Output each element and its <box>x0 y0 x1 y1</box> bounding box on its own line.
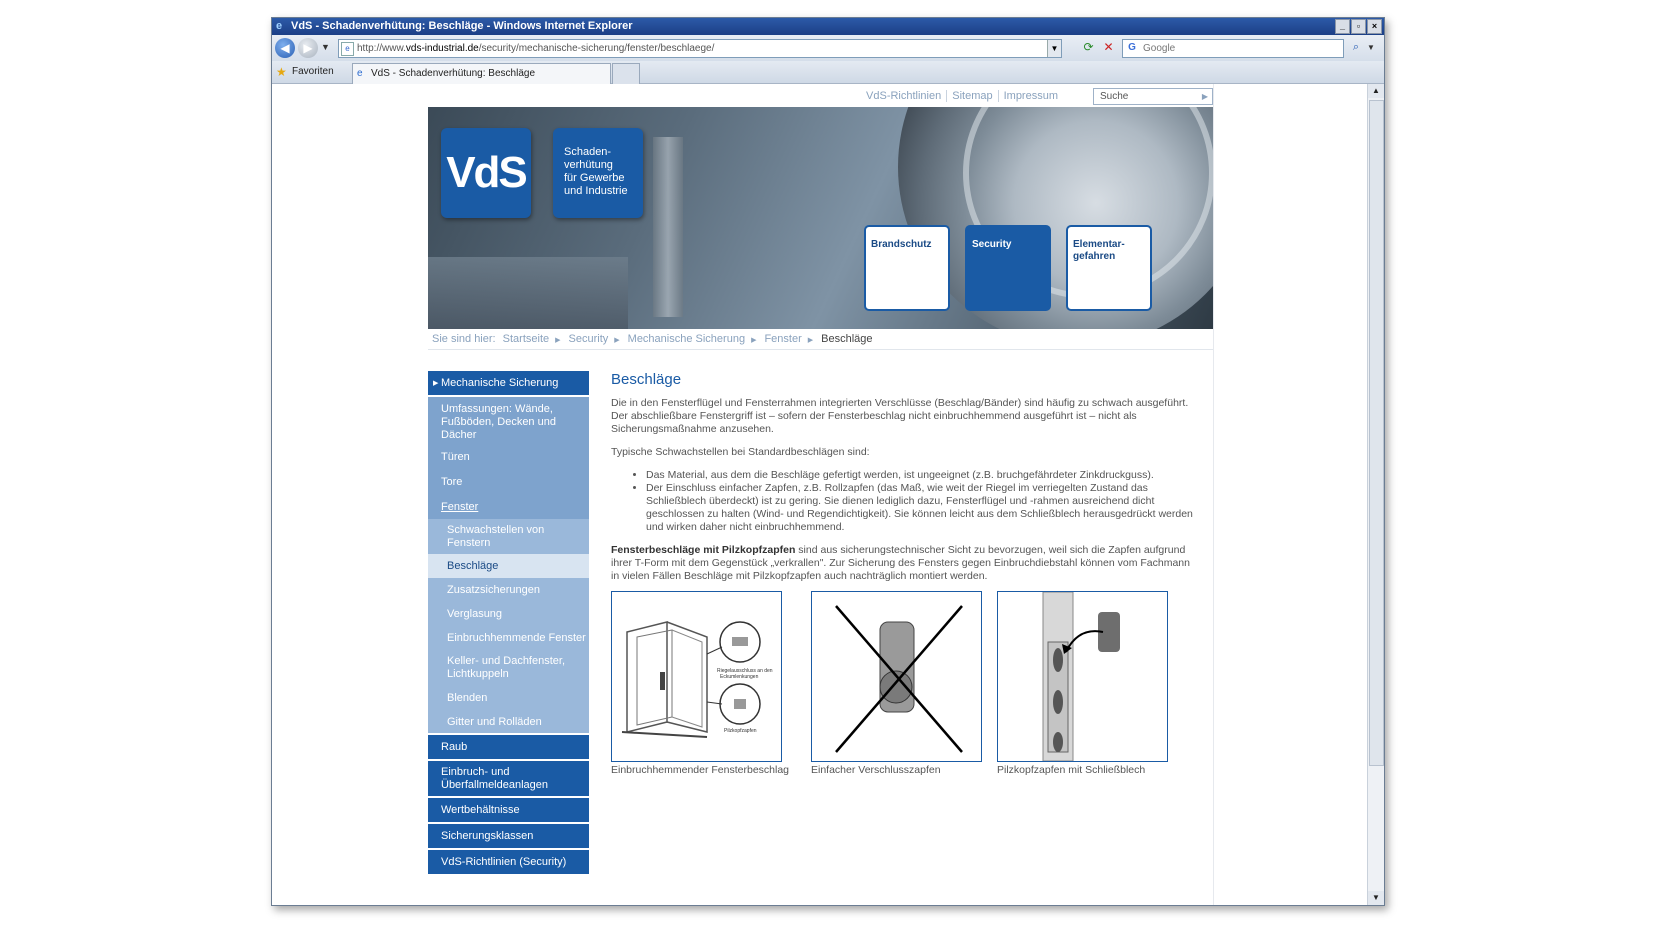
minimize-button[interactable]: _ <box>1335 19 1350 34</box>
page-title: Beschläge <box>611 371 682 388</box>
page-viewport <box>272 84 1367 905</box>
breadcrumb-security[interactable]: Security <box>568 333 609 345</box>
breadcrumb-mechanische-sicherung[interactable]: Mechanische Sicherung <box>627 333 746 345</box>
search-arrow-icon[interactable]: ▶ <box>1201 92 1208 101</box>
breadcrumb-arrow-icon: ▶ <box>807 337 814 344</box>
site-search-input[interactable]: Suche ▶ <box>1093 88 1213 105</box>
link-vds-richtlinien[interactable]: VdS-Richtlinien <box>866 90 942 102</box>
sidebar-item-sicherungsklassen[interactable]: Sicherungsklassen <box>428 824 589 850</box>
forward-icon[interactable]: ▶ <box>298 38 318 58</box>
favorites-bar <box>272 61 1384 84</box>
svg-text:Riegelausschluss an den: Riegelausschluss an den <box>717 668 773 674</box>
hero-papers-image <box>428 257 628 329</box>
breadcrumb-arrow-icon: ▶ <box>614 337 620 344</box>
title-bar <box>272 18 1384 35</box>
top-links <box>861 90 1063 102</box>
sidebar-item-wertbehaeltnisse[interactable]: Wertbehältnisse <box>428 798 589 824</box>
new-tab-button[interactable] <box>612 63 640 84</box>
pilzkopfzapfen-image[interactable] <box>997 591 1168 762</box>
url-text: http://www.vds-industrial.de/security/mechanische-sicherung/fenster/beschlaege/ <box>357 43 715 54</box>
tagline-box: Schaden- verhütung für Gewerbe und Industrie <box>553 128 643 218</box>
breadcrumb-fenster[interactable]: Fenster <box>764 333 802 345</box>
sidebar-subitem-einbruchhemmende-fenster[interactable]: Einbruchhemmende Fenster <box>428 626 589 650</box>
stop-icon[interactable]: ✕ <box>1103 40 1114 54</box>
breadcrumb-arrow-icon: ▶ <box>751 337 757 344</box>
favorites-star-icon[interactable]: ★ <box>276 65 287 79</box>
sidebar-nav <box>428 371 589 876</box>
fensterbeschlag-image[interactable] <box>611 591 782 762</box>
browser-tab[interactable]: e VdS - Schadenverhütung: Beschläge <box>352 63 611 84</box>
address-toolbar <box>272 35 1384 61</box>
breadcrumb: Sie sind hier: Startseite ▶ Security ▶ Mechanische Sicherung ▶ Fenster ▶ Beschläge <box>428 329 1213 350</box>
sidebar-subitem-schwachstellen[interactable]: Schwachstellen von Fenstern <box>428 519 589 554</box>
maximize-button[interactable]: ▫ <box>1351 19 1366 34</box>
sidebar-item-tore[interactable]: Tore <box>428 470 589 495</box>
sidebar-subitem-gitter-rollaeden[interactable]: Gitter und Rolläden <box>428 710 589 735</box>
sidebar-item-fenster[interactable]: Fenster <box>428 495 589 519</box>
hero-banner <box>428 107 1213 329</box>
close-button[interactable]: × <box>1367 19 1382 34</box>
intro-paragraph: Die in den Fensterflügel und Fensterrahmen integrierten Verschlüsse (Beschlag/Bänder) sind häufig zu schwach ausgeführt. Der abschließbare Fenstergriff ist – sofern der Fensterbeschlag nicht einbruchhemmend ausgeführt ist – nicht als Sicherungsmaßnahme anzusehen. <box>611 397 1189 435</box>
svg-text:Eckumlenkungen: Eckumlenkungen <box>720 674 759 680</box>
weakness-list <box>611 469 1201 534</box>
pilzkopf-paragraph: Fensterbeschläge mit Pilzkopfzapfen sind aus sicherungstechnischer Sicht zu bevorzugen, weil sich die Zapfen aufgrund ihrer T-Form mit dem Gegenstück „verkrallen". Zur Sicherung des Fensters gegen Einbruchdiebstahl können vom Fachmann in vielen Fällen Beschläge mit Pilzkopfzapfen auch nachträglich montiert werden. <box>611 544 1190 582</box>
google-icon: G <box>1128 42 1136 53</box>
vds-logo[interactable]: VdS <box>441 128 531 218</box>
figure-fensterbeschlag <box>611 591 790 777</box>
sidebar-item-vds-richtlinien-security[interactable]: VdS-Richtlinien (Security) <box>428 850 589 876</box>
figure-pilzkopfzapfen <box>997 591 1168 777</box>
sidebar-item-tueren[interactable]: Türen <box>428 445 589 470</box>
window-title: VdS - Schadenverhütung: Beschläge - Windows Internet Explorer <box>291 20 633 32</box>
list-item: • Der Einschluss einfacher Zapfen, z.B. Rollzapfen (das Maß, wie weit der Riegel im verriegelten Zustand das Schließblech überdeckt) ist zu gering. Sie dienen lediglich dazu, Fensterflügel und -rahmen ausreichend dicht geschlossen zu halten (Wind- und Regendichtigkeit). Sie können leicht aus dem Schließblech herausgedrückt werden und wirken daher nicht einbruchhemmend. <box>646 482 1201 534</box>
favorites-button[interactable]: Favoriten <box>292 66 334 77</box>
vertical-scrollbar[interactable] <box>1367 84 1384 905</box>
sidebar-item-umfassungen[interactable]: Umfassungen: Wände, Fußböden, Decken und Dächer <box>428 397 589 445</box>
main-content <box>611 371 1201 776</box>
back-icon[interactable]: ◀ <box>275 38 295 58</box>
address-bar[interactable] <box>338 39 1062 58</box>
scroll-up-icon[interactable]: ▲ <box>1368 84 1384 98</box>
sidebar-item-raub[interactable]: Raub <box>428 735 589 761</box>
category-brandschutz[interactable]: Brandschutz <box>864 225 950 311</box>
sidebar-subitem-zusatzsicherungen[interactable]: Zusatzsicherungen <box>428 578 589 602</box>
category-elementargefahren[interactable]: Elementar- gefahren <box>1066 225 1152 311</box>
refresh-icon[interactable]: ⟳ <box>1083 40 1094 54</box>
sidebar-subitem-verglasung[interactable]: Verglasung <box>428 602 589 626</box>
link-sitemap[interactable]: Sitemap <box>946 90 997 102</box>
sidebar-subitem-blenden[interactable]: Blenden <box>428 686 589 710</box>
figure-verschlusszapfen <box>811 591 982 777</box>
sidebar-item-einbruch-ueberfall[interactable]: Einbruch- und Überfallmeldeanlagen <box>428 761 589 798</box>
breadcrumb-current: Beschläge <box>821 333 873 345</box>
browser-window <box>271 17 1385 906</box>
svg-text:Pilzkopfzapfen: Pilzkopfzapfen <box>724 728 757 734</box>
sidebar-subitem-keller-dachfenster[interactable]: Keller- und Dachfenster, Lichtkuppeln <box>428 650 589 686</box>
recent-pages-icon[interactable]: ▼ <box>321 42 330 52</box>
search-options-icon[interactable]: ▼ <box>1367 43 1375 52</box>
scroll-down-icon[interactable]: ▼ <box>1368 891 1384 905</box>
list-item: • Das Material, aus dem die Beschläge gefertigt werden, ist ungeeignet (z.B. bruchgefährdeter Zinkdruckguss). <box>646 469 1201 482</box>
figure-caption: Pilzkopfzapfen mit Schließblech <box>997 764 1146 776</box>
active-arrow-icon: ▶ <box>433 380 439 387</box>
breadcrumb-arrow-icon: ▶ <box>555 337 561 344</box>
verschlusszapfen-image[interactable] <box>811 591 982 762</box>
sidebar-subitem-beschlaege[interactable]: Beschläge <box>428 554 589 578</box>
ie-icon: e <box>276 20 283 32</box>
page-icon: e <box>341 42 354 56</box>
hero-bar-image <box>653 137 683 317</box>
scroll-thumb[interactable] <box>1369 100 1384 766</box>
breadcrumb-startseite[interactable]: Startseite <box>502 333 550 345</box>
search-input[interactable]: G Google <box>1122 39 1344 58</box>
category-security[interactable]: Security <box>965 225 1051 311</box>
sidebar-item-mechanische-sicherung[interactable]: ▶ Mechanische Sicherung <box>428 371 589 397</box>
link-impressum[interactable]: Impressum <box>998 90 1063 102</box>
tab-page-icon: e <box>357 68 363 79</box>
address-dropdown-icon[interactable]: ▼ <box>1047 40 1061 57</box>
search-icon[interactable]: ⌕ <box>1352 41 1360 53</box>
figure-caption: Einfacher Verschlusszapfen <box>811 764 941 776</box>
site-container <box>428 84 1214 905</box>
figure-caption: Einbruchhemmender Fensterbeschlag <box>611 764 790 776</box>
weakness-intro: Typische Schwachstellen bei Standardbeschlägen sind: <box>611 446 870 458</box>
